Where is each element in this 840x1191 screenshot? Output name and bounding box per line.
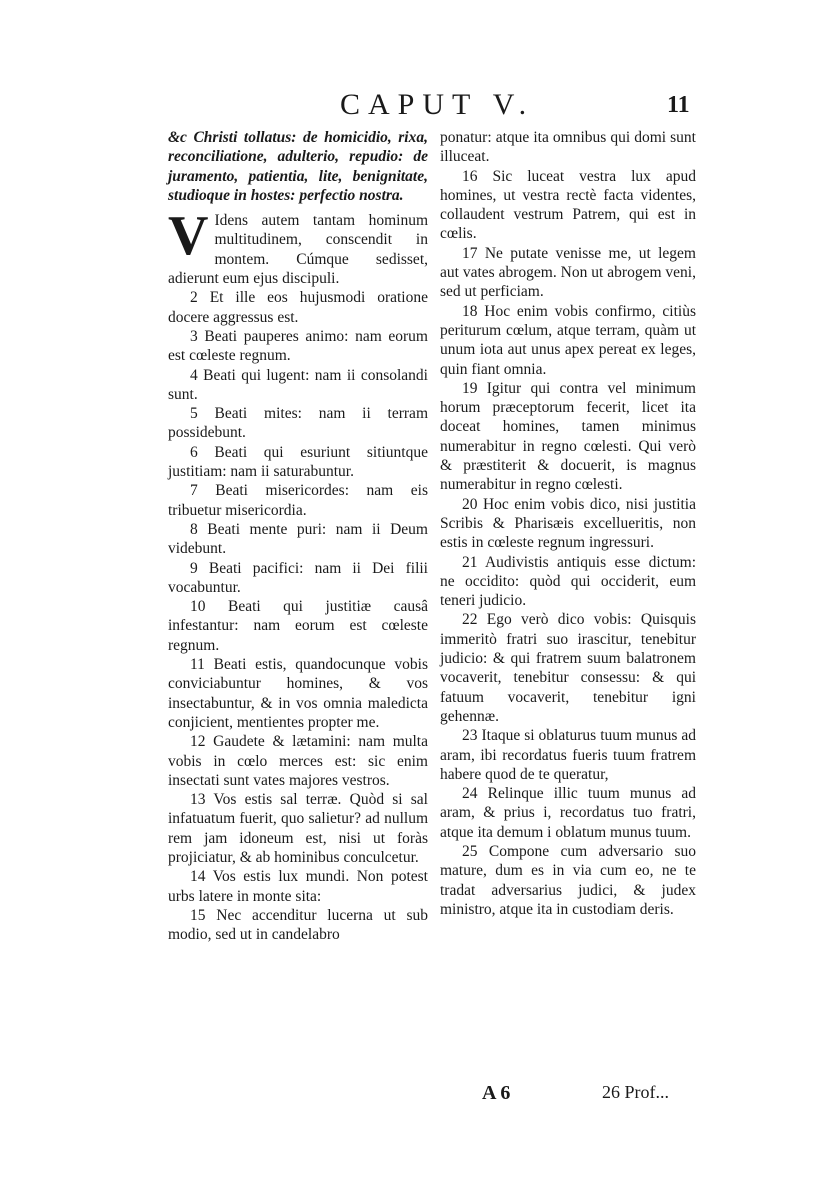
drop-cap: V [168,205,209,268]
verse: 2 Et ille eos hujusmodi oratione docere aggressus est. [168,289,428,326]
chapter-title: CAPUT V. [340,88,535,121]
verse: 18 Hoc enim vobis confirmo, citiùs periturum cœlum, atque terram, quàm ut unum iota aut unus apex pereat ex leges, quin fiant omnia. [440,302,696,378]
chapter-summary: &c Christi tollatus: de homicidio, rixa, reconciliatione, adulterio, repudio: de juramento, patientia, lite, benignitate, studioque in hostes: perfectio nostra. [168,129,428,204]
verse: 11 Beati estis, quandocunque vobis conviciabuntur homines, & vos insectabuntur, & in vos omnia maledicta conjicient, mentientes propter me. [168,656,428,731]
signature-mark: A 6 [482,1082,511,1104]
verse: 12 Gaudete & lætamini: nam multa vobis in cœlo merces est: sic enim insectati sunt vates majores vestros. [168,733,428,789]
page-header [0,88,840,128]
verse: 8 Beati mente puri: nam ii Deum videbunt. [168,520,428,558]
verse: 16 Sic luceat vestra lux apud homines, ut vestra rectè facta videntes, collaudent vestrum Patrem, qui est in cœlis. [440,167,696,243]
verse: 6 Beati qui esuriunt sitiuntque justitiam: nam ii saturabuntur. [168,443,428,481]
page-footer [0,1082,840,1112]
verse: 17 Ne putate venisse me, ut legem aut vates abrogem. Non ut abrogem veni, sed ut perficiam. [440,244,696,301]
right-column [440,128,696,919]
page-number: 11 [667,92,690,118]
verse: 3 Beati pauperes animo: nam eorum est cœleste regnum. [168,327,428,365]
verse: 5 Beati mites: nam ii terram possidebunt. [168,405,428,442]
verse: 13 Vos estis sal terræ. Quòd si sal infatuatum fuerit, quo salietur? ad nullum rem jam idoneum est, nisi ut foràs projiciatur, & ab hominibus conculcetur. [168,791,428,866]
verse: 20 Hoc enim vobis dico, nisi justitia Scribis & Pharisæis excellueritis, non estis in cœleste regnum ingressuri. [440,495,696,552]
verse: 7 Beati misericordes: nam eis tribuetur misericordia. [168,482,428,519]
verse: 22 Ego verò dico vobis: Quisquis immeritò fratri suo irascitur, tenebitur judicio: & qui fratrem suum balatronem vocaverit, tenebitur consessu: & qui fatuum vocaverit, tenebitur igni gehennæ. [440,611,696,725]
verse: 9 Beati pacifici: nam ii Dei filii vocabuntur. [168,559,428,596]
verse: 25 Compone cum adversario suo mature, dum es in via cum eo, ne te tradat adversarius judici, & judex ministro, atque ita in custodiam deris. [440,842,696,918]
catchword: 26 Prof... [602,1082,669,1102]
verse: 23 Itaque si oblaturus tuum munus ad aram, ibi recordatus fueris tuum fratrem habere quod de te queratur, [440,727,696,783]
verse: 4 Beati qui lugent: nam ii consolandi sunt. [168,366,428,403]
intro-paragraph [168,205,428,288]
intro-text: Idens autem tantam hominum multitudinem, conscendit in montem. Cúmque sedisset, adierunt eum ejus discipuli. [168,212,428,288]
verse: 21 Audivistis antiquis esse dictum: ne occidito: quòd qui occiderit, eum teneri judicio. [440,553,696,610]
verse: ponatur: atque ita omnibus qui domi sunt illuceat. [440,129,696,166]
left-column [168,128,428,944]
verse: 10 Beati qui justitiæ causâ infestantur: nam eorum est cœleste regnum. [168,598,428,654]
verse: 15 Nec accenditur lucerna ut sub modio, sed ut in candelabro [168,906,428,944]
verse: 24 Relinque illic tuum munus ad aram, & prius i, recordatus tuo fratri, atque ita demum i oblatum munus tuum. [440,785,696,841]
verse: 19 Igitur qui contra vel minimum horum præceptorum fecerit, licet ita doceat homines, tamen minimus numerabitur in regno cœlesti. Qui verò & præstiterit & docuerit, is magnus numerabitur in regno cœlesti. [440,379,696,494]
verse: 14 Vos estis lux mundi. Non potest urbs latere in monte sita: [168,868,428,905]
